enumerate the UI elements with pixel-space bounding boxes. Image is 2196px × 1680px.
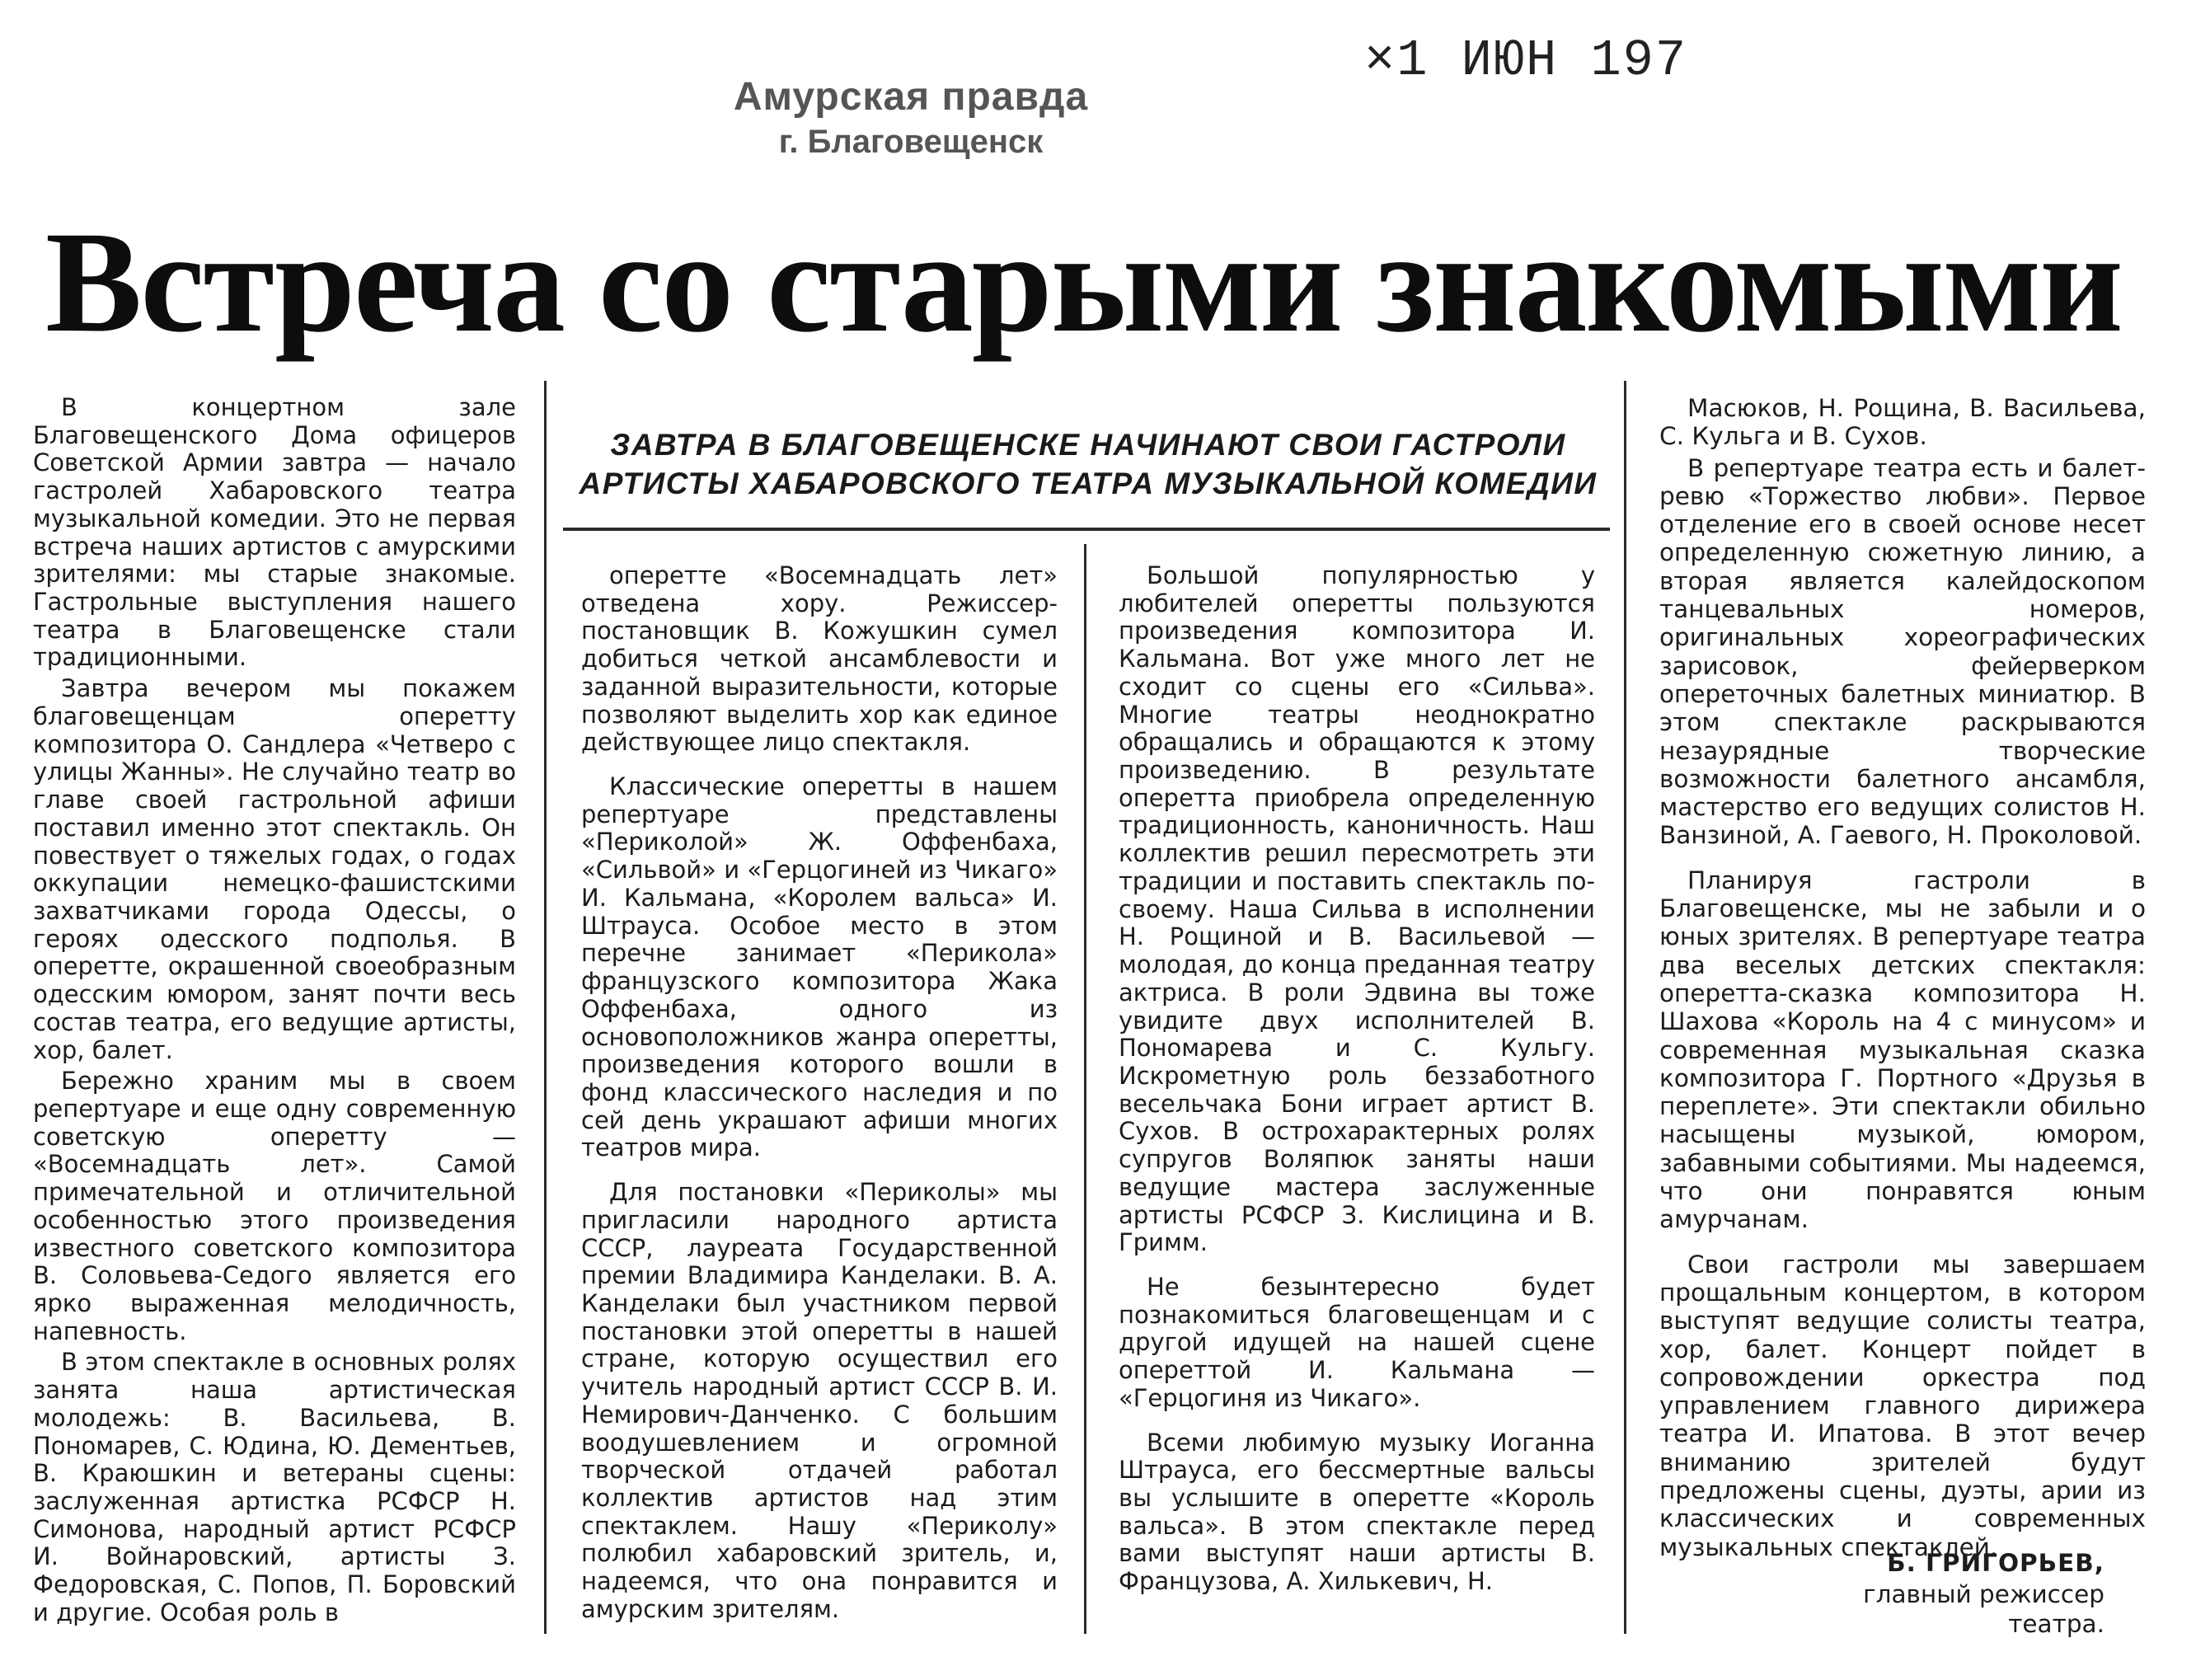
- article-headline: Встреча со старыми знакомыми: [45, 202, 2122, 363]
- paragraph: Не безынтересно будет познакомиться благовещенцам и с другой идущей на нашей сцене опереттой И. Кальмана — «Герцогиня из Чикаго».: [1119, 1272, 1595, 1412]
- article-subheadline: [569, 425, 1607, 503]
- article-column-1: [33, 394, 516, 1631]
- subhead-rule: [563, 528, 1610, 531]
- newspaper-name: Амурская правда: [733, 75, 1089, 119]
- paragraph: Масюков, Н. Рощина, В. Васильева, С. Кульга и В. Сухов.: [1659, 394, 2146, 451]
- date-stamp: [1364, 31, 1687, 90]
- paragraph: Для постановки «Периколы» мы пригласили народного артиста СССР, лауреата Государственной премии Владимира Канделаки. В. А. Канделаки был участником первой постановки этой оперетты в нашей стране, которую осуществил его учитель народный артист СССР В. И. Немирович-Данченко. С большим воодушевлением и огромной творческой отдачей работал коллектив артистов над этим спектаклем. Нашу «Периколу» полюбил хабаровский зритель, и, надеемся, что она понравится и амурским зрителям.: [581, 1178, 1058, 1623]
- author-role-line-1: главный режиссер: [1863, 1580, 2104, 1608]
- paragraph: Всеми любимую музыку Иоганна Штрауса, его бессмертные вальсы вы услышите в оперетте «Король вальса». В этом спектакле перед вами выступят наши артисты В. Французова, А. Хилькевич, Н.: [1119, 1428, 1595, 1596]
- paragraph: оперетте «Восемнадцать лет» отведена хору. Режиссер-постановщик В. Кожушкин сумел добиться четкой ансамблевости и заданной выразительности, которые позволяют выделить хор как единое действующее лицо спектакля.: [581, 562, 1058, 757]
- paragraph: Свои гастроли мы завершаем прощальным концертом, в котором выступят ведущие солисты театра, хор, балет. Концерт пойдет в сопровождении оркестра под управлением главного дирижера театра И. Ипатова. В этот вечер вниманию зрителей будут предложены сцены, дуэты, арии из классических и современных музыкальных спектаклей.: [1659, 1250, 2146, 1561]
- paragraph: В репертуаре театра есть и балет-ревю «Торжество любви». Первое отделение его в своей основе несет определенную сюжетную линию, а вторая является калейдоскопом танцевальных номеров, оригинальных хореографических зарисовок, фейерверком опереточных балетных миниатюр. В этом спектакле раскрываются незаурядные творческие возможности балетного ансамбля, мастерство его ведущих солистов Н. Ванзиной, А. Гаевого, Н. Проколовой.: [1659, 453, 2146, 850]
- paragraph: Завтра вечером мы покажем благовещенцам оперетту композитора О. Сандлера «Четверо с улицы Жанны». Не случайно театр во главе своей гастрольной афиши поставил именно этот спектакль. Он повествует о тяжелых годах, о годах оккупации немецко-фашистскими захватчиками города Одессы, о героях одесского подполья. В оперетте, окрашенной своеобразным одесским юмором, занят почти весь состав театра, его ведущие артисты, хор, балет.: [33, 674, 516, 1064]
- author-role-line-2: театра.: [2008, 1610, 2104, 1638]
- column-divider-2: [1084, 544, 1086, 1634]
- date-stamp-text: 1 ИЮН 197: [1396, 31, 1688, 90]
- article-column-4: [1659, 394, 2146, 1631]
- paragraph: Планируя гастроли в Благовещенске, мы не забыли и о юных зрителях. В репертуаре театра два веселых детских спектакля: оперетта-сказка композитора Н. Шахова «Король на 4 с минусом» и современная музыкальная сказка композитора Г. Портного «Друзья в переплете». Эти спектакли обильно насыщены музыкой, юмором, забавными событиями. Мы надеемся, что они понравятся юным амурчанам.: [1659, 866, 2146, 1234]
- paragraph: Классические оперетты в нашем репертуаре представлены «Периколой» Ж. Оффенбаха, «Сильвой» и «Герцогиней из Чикаго» И. Кальмана, «Королем вальса» И. Штрауса. Особое место в этом перечне занимает «Перикола» французского композитора Жака Оффенбаха, одного из основоположников жанра оперетты, произведения которого вошли в фонд классического наследия и по сей день украшают афиши многих театров мира.: [581, 772, 1058, 1162]
- article-column-2: [581, 562, 1058, 1634]
- author-name: Б. ГРИГОРЬЕВ,: [1887, 1549, 2104, 1577]
- newspaper-source-stamp: [717, 73, 1105, 162]
- newspaper-city: г. Благовещенск: [778, 124, 1044, 160]
- column-divider-1: [544, 381, 547, 1634]
- paragraph: Большой популярностью у любителей оперетты пользуются произведения композитора И. Кальмана. Вот уже много лет не сходит со сцены его «Сильва». Многие театры неоднократно обращались и обращаются к этому произведению. В результате оперетта приобрела определенную традиционность, каноничность. Наш коллектив решил пересмотреть эти традиции и поставить спектакль по-своему. Наша Сильва в исполнении Н. Рощиной и В. Васильевой — молодая, до конца преданная театру актриса. В роли Эдвина вы тоже увидите двух исполнителей В. Пономарева и С. Кульгу. Искрометную роль беззаботного весельчака Бони играет артист В. Сухов. В острохарактерных ролях супругов Воляпюк заняты наши ведущие мастера заслуженные артисты РСФСР З. Кислицина и В. Гримм.: [1119, 562, 1595, 1257]
- date-stamp-mark: ×: [1364, 31, 1397, 90]
- subheadline-line-1: ЗАВТРА В БЛАГОВЕЩЕНСКЕ НАЧИНАЮТ СВОИ ГАСТРОЛИ: [610, 428, 1566, 462]
- paragraph: В этом спектакле в основных ролях занята наша артистическая молодежь: В. Васильева, В. Пономарев, С. Юдина, Ю. Дементьев, В. Краюшкин и ветераны сцены: заслуженная артистка РСФСР Н. Симонова, народный артист РСФСР И. Войнаровский, артисты З. Федоровская, С. Попов, П. Боровский и другие. Особая роль в: [33, 1348, 516, 1626]
- author-signature: [1659, 1546, 2104, 1639]
- paragraph: В концертном зале Благовещенского Дома офицеров Советской Армии завтра — начало гастролей Хабаровского театра музыкальной комедии. Это не первая встреча наших артистов с амурскими зрителями: мы старые знакомые. Гастрольные выступления нашего театра в Благовещенске стали традиционными.: [33, 394, 516, 672]
- article-column-3: [1119, 562, 1595, 1634]
- subheadline-line-2: АРТИСТЫ ХАБАРОВСКОГО ТЕАТРА МУЗЫКАЛЬНОЙ КОМЕДИИ: [579, 467, 1598, 500]
- column-divider-3: [1624, 381, 1626, 1634]
- paragraph: Бережно храним мы в своем репертуаре и еще одну современную советскую оперетту — «Восемнадцать лет». Самой примечательной и отличительной особенностью этого произведения известного советского композитора В. Соловьева-Седого является его ярко выраженная мелодичность, напевность.: [33, 1067, 516, 1345]
